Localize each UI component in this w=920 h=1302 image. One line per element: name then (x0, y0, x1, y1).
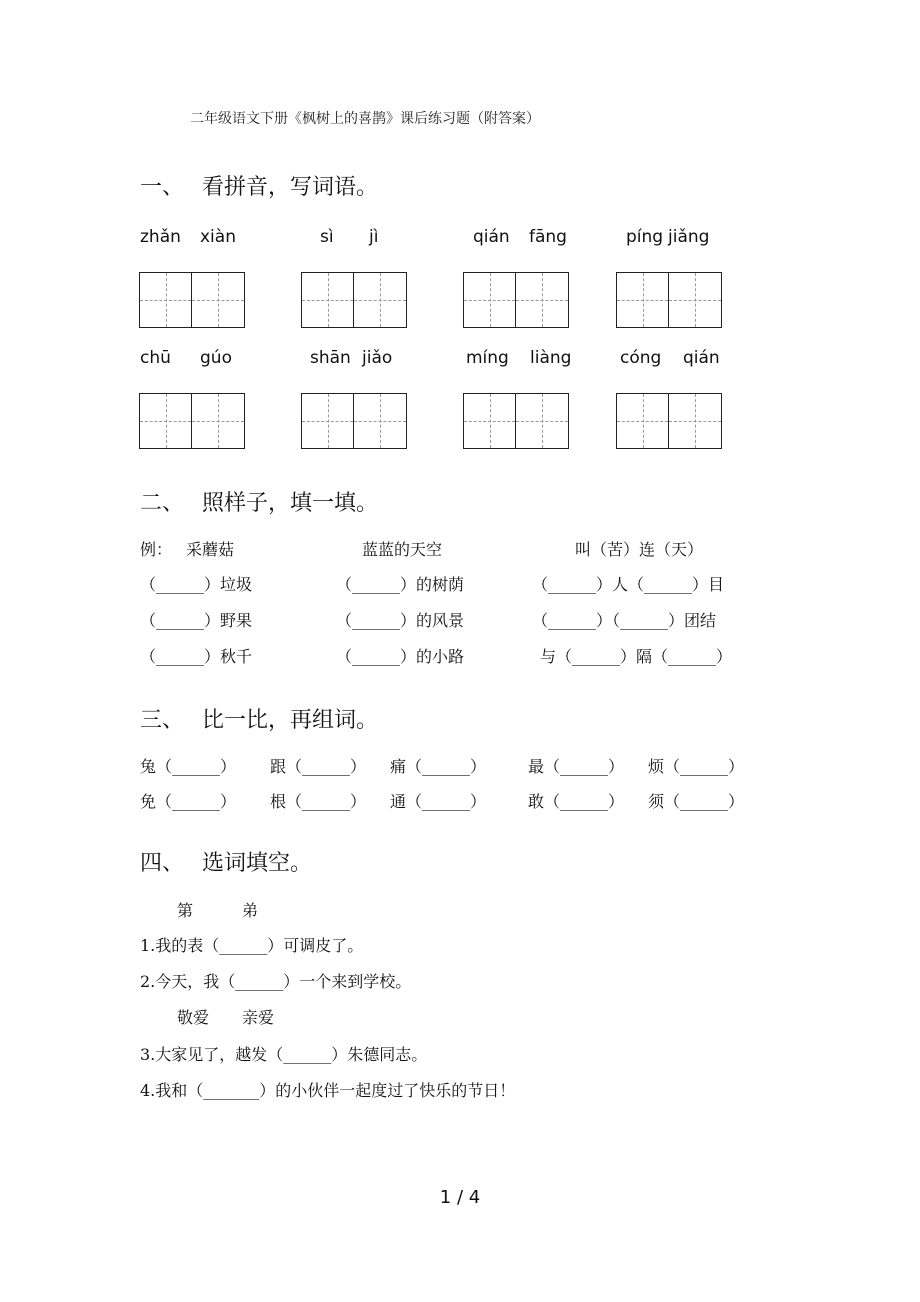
page-indicator: 1 / 4 (439, 1187, 481, 1208)
word-choice: 弟 (242, 901, 259, 920)
writing-cell[interactable] (463, 393, 516, 449)
compare-item[interactable]: 免（______） (140, 792, 237, 811)
writing-grid[interactable] (463, 393, 569, 449)
compare-item[interactable]: 痛（______） (390, 757, 487, 776)
question-1[interactable]: 1.我的表（______）可调皮了。 (140, 936, 364, 955)
writing-grid[interactable] (616, 393, 722, 449)
writing-cell[interactable] (192, 393, 245, 449)
example-item: 蓝蓝的天空 (362, 540, 443, 559)
pinyin: jì (369, 227, 379, 247)
writing-cell[interactable] (616, 393, 669, 449)
pinyin: qián (473, 227, 510, 247)
pinyin: shān (310, 348, 351, 368)
question-4[interactable]: 4.我和（_______）的小伙伴一起度过了快乐的节日！ (140, 1081, 516, 1100)
pinyin: jiǎo (362, 348, 393, 368)
word-choice: 敬爱 (177, 1008, 210, 1027)
writing-cell[interactable] (463, 272, 516, 328)
section3-number: 三、 (140, 708, 185, 733)
section2-title: 照样子，填一填。 (202, 491, 379, 516)
pinyin: chū (140, 348, 171, 368)
writing-cell[interactable] (516, 393, 569, 449)
pinyin: fāng (529, 227, 567, 247)
writing-grid[interactable] (463, 272, 569, 328)
writing-grid[interactable] (139, 393, 245, 449)
writing-cell[interactable] (301, 393, 354, 449)
compare-item[interactable]: 烦（______） (648, 757, 745, 776)
section1-title: 看拼音，写词语。 (202, 175, 379, 200)
writing-grid[interactable] (301, 272, 407, 328)
fill-item[interactable]: 与（______）隔（______） (540, 647, 733, 666)
section4-title: 选词填空。 (202, 851, 313, 876)
compare-item[interactable]: 通（______） (390, 792, 487, 811)
pinyin: qián (683, 348, 720, 368)
section1-heading (140, 170, 378, 201)
example-item: 采蘑菇 (186, 540, 235, 559)
word-choice: 第 (177, 901, 194, 920)
fill-item[interactable]: （______）野果 (140, 611, 253, 630)
writing-cell[interactable] (669, 393, 722, 449)
writing-cell[interactable] (516, 272, 569, 328)
fill-item[interactable]: （______）人（______）目 (532, 575, 725, 594)
document-title: 二年级语文下册《枫树上的喜鹊》课后练习题（附答案） (190, 111, 540, 127)
word-choice: 亲爱 (242, 1008, 275, 1027)
pinyin: sì (320, 227, 334, 247)
writing-grid[interactable] (139, 272, 245, 328)
section4-heading (140, 846, 312, 877)
section3-heading (140, 703, 378, 734)
section3-title: 比一比，再组词。 (202, 708, 379, 733)
compare-item[interactable]: 须（______） (648, 792, 745, 811)
writing-cell[interactable] (354, 393, 407, 449)
pinyin: jiǎng (668, 227, 710, 247)
writing-cell[interactable] (192, 272, 245, 328)
compare-item[interactable]: 根（______） (270, 792, 367, 811)
example-label: 例： (140, 540, 173, 559)
writing-grid[interactable] (301, 393, 407, 449)
fill-item[interactable]: （______）的小路 (336, 647, 465, 666)
writing-cell[interactable] (139, 393, 192, 449)
pinyin: gúo (200, 348, 232, 368)
section2-heading (140, 486, 378, 517)
writing-grid[interactable] (616, 272, 722, 328)
writing-cell[interactable] (354, 272, 407, 328)
writing-cell[interactable] (616, 272, 669, 328)
pinyin: zhǎn (140, 227, 181, 247)
example-item: 叫（苦）连（天） (575, 540, 704, 559)
question-2[interactable]: 2.今天，我（______）一个来到学校。 (140, 972, 412, 991)
pinyin: míng (466, 348, 509, 368)
pinyin: xiàn (200, 227, 236, 247)
section4-number: 四、 (140, 851, 185, 876)
compare-item[interactable]: 敢（______） (528, 792, 625, 811)
section1-number: 一、 (140, 175, 185, 200)
fill-item[interactable]: （______）秋千 (140, 647, 253, 666)
writing-cell[interactable] (669, 272, 722, 328)
fill-item[interactable]: （______）的树荫 (336, 575, 465, 594)
fill-item[interactable]: （______）垃圾 (140, 575, 253, 594)
fill-item[interactable]: （______）的风景 (336, 611, 465, 630)
fill-item[interactable]: （______）（______）团结 (532, 611, 717, 630)
pinyin: cóng (620, 348, 662, 368)
writing-cell[interactable] (301, 272, 354, 328)
compare-item[interactable]: 兔（______） (140, 757, 237, 776)
compare-item[interactable]: 跟（______） (270, 757, 367, 776)
pinyin: liàng (530, 348, 572, 368)
compare-item[interactable]: 最（______） (528, 757, 625, 776)
question-3[interactable]: 3.大家见了，越发（______）朱德同志。 (140, 1045, 428, 1064)
pinyin: píng (626, 227, 664, 247)
section2-number: 二、 (140, 491, 185, 516)
writing-cell[interactable] (139, 272, 192, 328)
